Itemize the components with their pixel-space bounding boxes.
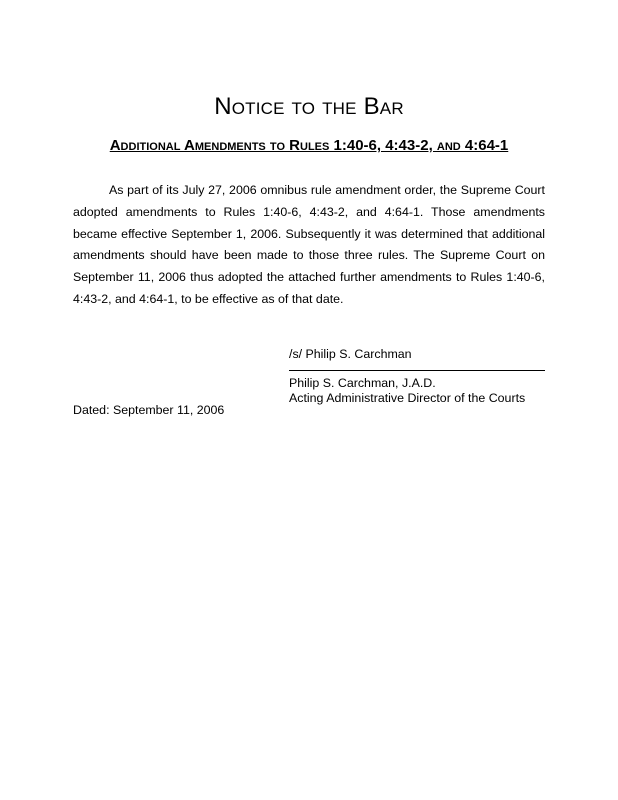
signatory-name: Philip S. Carchman, J.A.D. <box>289 376 436 390</box>
page-subtitle: Additional Amendments to Rules 1:40-6, 4:43-2, and 4:64-1 <box>109 137 509 154</box>
page-title: Notice to the Bar <box>214 93 404 120</box>
body-paragraph: As part of its July 27, 2006 omnibus rule amendment order, the Supreme Court adopted amendments to Rules 1:40-6, 4:43-2, and 4:64-1. Those amendments became effective September 1, 2006. Subsequently it was determined that additional amendments should have been made to those three rules. The Supreme Court on September 11, 2006 thus adopted the attached further amendments to Rules 1:40-6, 4:43-2, and 4:64-1, to be effective as of that date. <box>73 183 545 306</box>
signature-line: /s/ Philip S. Carchman <box>289 347 412 361</box>
date-line: Dated: September 11, 2006 <box>73 403 225 417</box>
signature-rule <box>289 370 545 371</box>
signatory-title: Acting Administrative Director of the Courts <box>289 391 526 405</box>
